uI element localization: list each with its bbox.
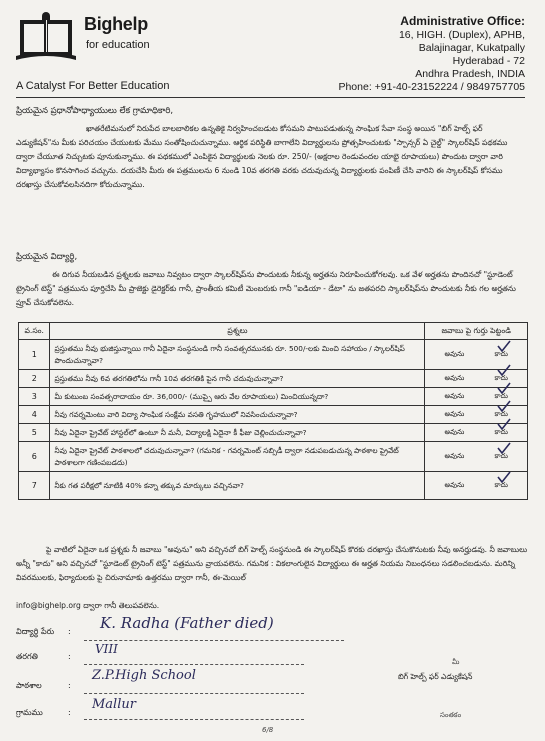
answer-cell [425, 406, 528, 424]
question-number: 5 [19, 424, 50, 442]
answer-option-yes[interactable] [444, 374, 464, 384]
answer-cell [425, 388, 528, 406]
village-underline [84, 719, 304, 720]
answer-option-label: అవును [444, 391, 465, 400]
label-village: గ్రామము [16, 708, 43, 717]
address-line: Hyderabad - 72 [452, 55, 525, 67]
question-number: 6 [19, 442, 50, 472]
answer-option-no[interactable] [495, 452, 508, 462]
handwritten-class: VIII [95, 642, 118, 656]
answer-option-label: అవును [444, 427, 465, 436]
label-class: తరగతి [16, 652, 38, 661]
handwritten-tick-icon [497, 400, 511, 412]
answer-option-yes[interactable] [444, 410, 464, 420]
answer-option-label: అవును [444, 451, 465, 460]
document-page: Bighelp for education A Catalyst For Better Education Administrative Office: 16, HIGH. (Duplex), APHB, Balajinagar, Kukatpally Hyderabad - 72 Andhra Pradesh, INDIA Phone: +91-40-23152224 / 9849757705 ప్రియమైన ప్రధానోపాధ్యాయులు లేక గ్రామాధికారి, ఖాతరేటిమనులో నిరుపేద బాలబాలికల ఉన్నతికై నిర్వహించబడుట కోసమని పాటుపడుతున్న సాంఘిక సేవా సంస్థ అయిన "బిగ్ హెల్ప్ ఫర్ ఎడ్యుకేషన్"ను మీకు పరిచయం చేయుటకు మేము సంతోషించుచున్నాము. ఆర్థిక పరిస్థితి బాగాలేని విద్యార్థులను ప్రోత్సహించుటకు "స్పాన్సర్ ఏ చైల్డ్" స్కాలర్‌షిప్ పథకము ద్వారా చేయూత నిచ్చుటకు పూనుకున్నాము. ఈ పథకములో ఎంపికైన విద్యార్థులకు నెలకు రూ. 250/- (అక్షరాల రెండువందల యాభై రూపాయలు) పొందుట ద్వారా వారి విద్యాభ్యాసం కొనసాగించ వచ్చును. దయచేసి మీరు ఈ పత్రములను 6 నుండి 10వ తరగతి వరకు చదువుచున్న విద్యార్థులకు పంపిణీ చేసి వారిని ఈ స్కాలర్‌షిప్ కోసము దరఖాస్తు చేసుకోవలసినదిగా కోరుచున్నాము. ప్రియమైన విద్యార్థి, ఈ దిగువ నీయబడిన ప్రశ్నలకు జవాబు నివ్వటం ద్వారా స్కాలర్‌షిప్‌ను పొందుటకు నీకున్న అర్హతను నిరూపించుకోగలవు. ఒక వేళ అర్హతను పొందినచో "స్టూడెంట్ ట్రైనింగ్ టెస్ట్" పత్రమును పూర్తిచేసి మీ ప్రాజెక్టు డైరెక్టర్‌కు గానీ, ప్రాంతీయ కమిటీ మెంబరుకు గానీ "ఐడియా - డేటా" ను జతపరచి స్కాలర్‌షిప్‌ను పొందుటకు నీకు గల అర్హతను ప్రూవ్ చేసుకోవలెను. వ.సం. ప్రశ్నలు జవాబు పై గుర్తు పెట్టండి 1 ప్రస్తుతము నీవు భుజిస్తున్నాయి గానీ ఏదైనా సంస్థనుండి గానీ సంవత్సరమునకు రూ. 500/-లకు మించి సహాయం / స్కాలర్‌షిప్ పొందుచున్నావా? అవును కాదు 2 ప్రస్తుతము నీవు 6వ తరగతిలోను గానీ 10వ తరగతికి పైన గానీ చదువుచున్నావా? అవును కాదు 3 మీ కుటుంబ సంవత్సరాదాయం రూ. 36,000/- (ముప్పై ఆరు వేల రూపాయలు) మించియున్నదా? అవును కాదు 4 నీవు గవర్నమెంటు వారి విద్యా సాంఘిక సంక్షేమ వసతి గృహములో నివసించుచున్నావా? అవును కాదు 5 నీవు ఏదైనా ప్రైవేట్ హాస్టల్‌లో ఉంటూ నీ మనీ, విద్యాలక్షి ఏదైనా కీ ఫీజు చెల్లించుచున్నావా? అవును కాదు 6 నీవు ఏదైనా ప్రైవేట్ పాఠశాలలో చదువుచున్నావా? (గమనిక - గవర్నమెంట్ సబ్సిడీ ద్వారా నడుపబడుచున్న పాఠశాల ప్రైవేట్ పాఠశాలగా గణింపబడదు) అవును కాదు 7 నీకు గత పరీక్షలో నూటికి 40% కన్నా తక్కువ మార్కులు వచ్చినవా? అవును కాదు పై వాటిలో ఏదైనా ఒక ప్రశ్నకు నీ జవాబు "అవును" అని వచ్చినచో బిగ్ హెల్ప్ సంస్థనుండి ఈ స్కాలర్‌షిప్ కొరకు దరఖాస్తు చేసుకొనుటకు నీవు అనర్హుడవు. నీ జవాబులు అన్నీ "కాదు" అని వచ్చినచో "స్టూడెంట్ ట్రైనింగ్ టెస్ట్" పత్రమును వ్రాయవలెను. గమనిక : వికలాంగులైన విద్యార్థులు ఈ అర్హత నియమ నిబంధనలు సడలించబడును. మరిన్ని వివరములకు, ఫిర్యాదులకు పై చిరునామాకు ఉత్తరము ద్వారా గానీ, ఈ-మెయిల్ info@bighelp.org ద్వారా గానీ తెలుపవలెను. విద్యార్థి పేరు : K. Radha (Father died) తరగతి : VIII పాఠశాల : Z.P.High School గ్రామము : Mallur మీ బిగ్ హెల్ప్ ఫర్ ఎడ్యుకేషన్ సంతకం 6/8 [0, 0, 545, 741]
answer-option-yes[interactable] [444, 481, 464, 491]
question-number: 1 [19, 340, 50, 370]
answer-option-label: కాదు [494, 480, 508, 489]
office-address [338, 13, 525, 94]
answer-option-no[interactable] [495, 481, 508, 491]
question-number: 4 [19, 406, 50, 424]
handwritten-tick-icon [497, 471, 511, 483]
stamp-label: సంతకం [440, 711, 462, 719]
answer-option-label: కాదు [494, 427, 508, 436]
label-student-name: విద్యార్థి పేరు [16, 627, 55, 636]
handwritten-student-name: K. Radha (Father died) [100, 614, 274, 632]
paragraph-intro: ఖాతరేటిమనులో నిరుపేద బాలబాలికల ఉన్నతికై నిర్వహించబడుట కోసమని పాటుపడుతున్న సాంఘిక సేవా సంస్థ అయిన "బిగ్ హెల్ప్ ఫర్ ఎడ్యుకేషన్"ను మీకు పరిచయం చేయుటకు మేము సంతోషించుచున్నాము. ఆర్థిక పరిస్థితి బాగాలేని విద్యార్థులను ప్రోత్సహించుటకు "స్పాన్సర్ ఏ చైల్డ్" స్కాలర్‌షిప్ పథకము ద్వారా చేయూత నిచ్చుటకు పూనుకున్నాము. ఈ పథకములో ఎంపికైన విద్యార్థులకు నెలకు రూ. 250/- (అక్షరాల రెండువందల యాభై రూపాయలు) పొందుట ద్వారా వారి విద్యాభ్యాసం కొనసాగించ వచ్చును. దయచేసి మీరు ఈ పత్రములను 6 నుండి 10వ తరగతి వరకు చదువుచున్న విద్యార్థులకు పంపిణీ చేసి వారిని ఈ స్కాలర్‌షిప్ కోసము దరఖాస్తు చేసుకోవలసినదిగా కోరుచున్నాము. [16, 124, 508, 189]
office-title: Administrative Office: [400, 14, 525, 28]
address-line: Andhra Pradesh, INDIA [415, 68, 525, 80]
question-text: ప్రస్తుతము నీవు భుజిస్తున్నాయి గానీ ఏదైనా సంస్థనుండి గానీ సంవత్సరమునకు రూ. 500/-లకు మించి సహాయం / స్కాలర్‌షిప్ పొందుచున్నావా? [50, 340, 425, 370]
table-row [19, 388, 528, 406]
answer-option-yes[interactable] [444, 452, 464, 462]
question-text: ప్రస్తుతము నీవు 6వ తరగతిలోను గానీ 10వ తరగతికి పైన గానీ చదువుచున్నావా? [50, 370, 425, 388]
question-number: 3 [19, 388, 50, 406]
question-number: 2 [19, 370, 50, 388]
table-row [19, 406, 528, 424]
handwritten-tick-icon [497, 364, 511, 376]
table-row [19, 472, 528, 500]
table-row [19, 442, 528, 472]
table-row [19, 424, 528, 442]
name-underline [84, 640, 344, 641]
handwritten-tick-icon [497, 382, 511, 394]
class-underline [84, 664, 304, 665]
answer-option-yes[interactable] [444, 428, 464, 438]
answer-cell [425, 472, 528, 500]
paragraph-instructions: ఈ దిగువ నీయబడిన ప్రశ్నలకు జవాబు నివ్వటం ద్వారా స్కాలర్‌షిప్‌ను పొందుటకు నీకున్న అర్హతను నిరూపించుకోగలవు. ఒక వేళ అర్హతను పొందినచో "స్టూడెంట్ ట్రైనింగ్ టెస్ట్" పత్రమును పూర్తిచేసి మీ ప్రాజెక్టు డైరెక్టర్‌కు గానీ, ప్రాంతీయ కమిటీ మెంబరుకు గానీ "ఐడియా - డేటా" ను జతపరచి స్కాలర్‌షిప్‌ను పొందుటకు నీకు గల అర్హతను ప్రూవ్ చేసుకోవలెను. [16, 270, 516, 307]
salutation-principal: ప్రియమైన ప్రధానోపాధ్యాయులు లేక గ్రామాధికారి, [16, 106, 174, 116]
bighelp-logo-icon [14, 10, 78, 62]
answer-option-label: కాదు [494, 391, 508, 400]
brand-subtitle: for education [86, 39, 150, 51]
organisation-signature-label: బిగ్ హెల్ప్ ఫర్ ఎడ్యుకేషన్ [398, 672, 473, 681]
answer-option-yes[interactable] [444, 350, 464, 360]
handwritten-village: Mallur [92, 697, 136, 712]
answer-option-label: కాదు [494, 409, 508, 418]
question-text: నీవు గవర్నమెంటు వారి విద్యా సాంఘిక సంక్షేమ వసతి గృహములో నివసించుచున్నావా? [50, 406, 425, 424]
paragraph-eligibility-note: పై వాటిలో ఏదైనా ఒక ప్రశ్నకు నీ జవాబు "అవును" అని వచ్చినచో బిగ్ హెల్ప్ సంస్థనుండి ఈ స్కాలర్‌షిప్ కొరకు దరఖాస్తు చేసుకొనుటకు నీవు అనర్హుడవు. నీ జవాబులు అన్నీ "కాదు" అని వచ్చినచో "స్టూడెంట్ ట్రైనింగ్ టెస్ట్" పత్రమును వ్రాయవలెను. గమనిక : వికలాంగులైన విద్యార్థులు ఈ అర్హత నియమ నిబంధనలు సడలించబడును. మరిన్ని వివరములకు, ఫిర్యాదులకు పై చిరునామాకు ఉత్తరము ద్వారా గానీ, ఈ-మెయిల్ [16, 545, 528, 582]
eligibility-table [18, 322, 528, 500]
answer-option-no[interactable] [495, 350, 508, 360]
question-text: నీకు గత పరీక్షలో నూటికి 40% కన్నా తక్కువ మార్కులు వచ్చినవా? [50, 472, 425, 500]
header-divider [16, 97, 525, 98]
answer-cell [425, 370, 528, 388]
answer-option-label: అవును [444, 349, 465, 358]
question-text: మీ కుటుంబ సంవత్సరాదాయం రూ. 36,000/- (ముప్పై ఆరు వేల రూపాయలు) మించియున్నదా? [50, 388, 425, 406]
answer-option-label: అవును [444, 409, 465, 418]
answer-option-label: కాదు [494, 349, 508, 358]
answer-option-yes[interactable] [444, 392, 464, 402]
answer-cell [425, 442, 528, 472]
label-school: పాఠశాల [16, 681, 42, 690]
tagline: A Catalyst For Better Education [16, 80, 170, 92]
handwritten-tick-icon [497, 418, 511, 430]
answer-option-no[interactable] [495, 428, 508, 438]
table-header-row [19, 323, 528, 340]
school-underline [84, 693, 304, 694]
contact-email-line: info@bighelp.org ద్వారా గానీ తెలుపవలెను. [16, 601, 160, 610]
brand-name: Bighelp [84, 14, 148, 34]
col-header-questions: ప్రశ్నలు [50, 323, 425, 340]
col-header-number: వ.సం. [19, 323, 50, 340]
col-header-answer: జవాబు పై గుర్తు పెట్టండి [425, 323, 528, 340]
question-text: నీవు ఏదైనా ప్రైవేట్ హాస్టల్‌లో ఉంటూ నీ మనీ, విద్యాలక్షి ఏదైనా కీ ఫీజు చెల్లించుచున్నావా? [50, 424, 425, 442]
table-row [19, 370, 528, 388]
answer-option-label: కాదు [494, 451, 508, 460]
answer-option-label: అవును [444, 480, 465, 489]
sign-prefix: మీ [452, 658, 460, 666]
salutation-student: ప్రియమైన విద్యార్థి, [16, 252, 78, 262]
address-line: Balajinagar, Kukatpally [418, 42, 525, 54]
address-line: 16, HIGH. (Duplex), APHB, [398, 29, 525, 41]
answer-option-label: అవును [444, 373, 465, 382]
answer-option-label: కాదు [494, 373, 508, 382]
phone-line: Phone: +91-40-23152224 / 9849757705 [338, 81, 525, 93]
page-mark: 6/8 [262, 726, 274, 734]
question-number: 7 [19, 472, 50, 500]
answer-cell [425, 340, 528, 370]
answer-cell [425, 424, 528, 442]
table-row [19, 340, 528, 370]
question-text: నీవు ఏదైనా ప్రైవేట్ పాఠశాలలో చదువుచున్నావా? (గమనిక - గవర్నమెంట్ సబ్సిడీ ద్వారా నడుపబడుచున్న పాఠశాల ప్రైవేట్ పాఠశాలగా గణింపబడదు) [50, 442, 425, 472]
handwritten-tick-icon [497, 442, 511, 454]
handwritten-school: Z.P.High School [92, 668, 196, 683]
handwritten-tick-icon [497, 340, 511, 352]
